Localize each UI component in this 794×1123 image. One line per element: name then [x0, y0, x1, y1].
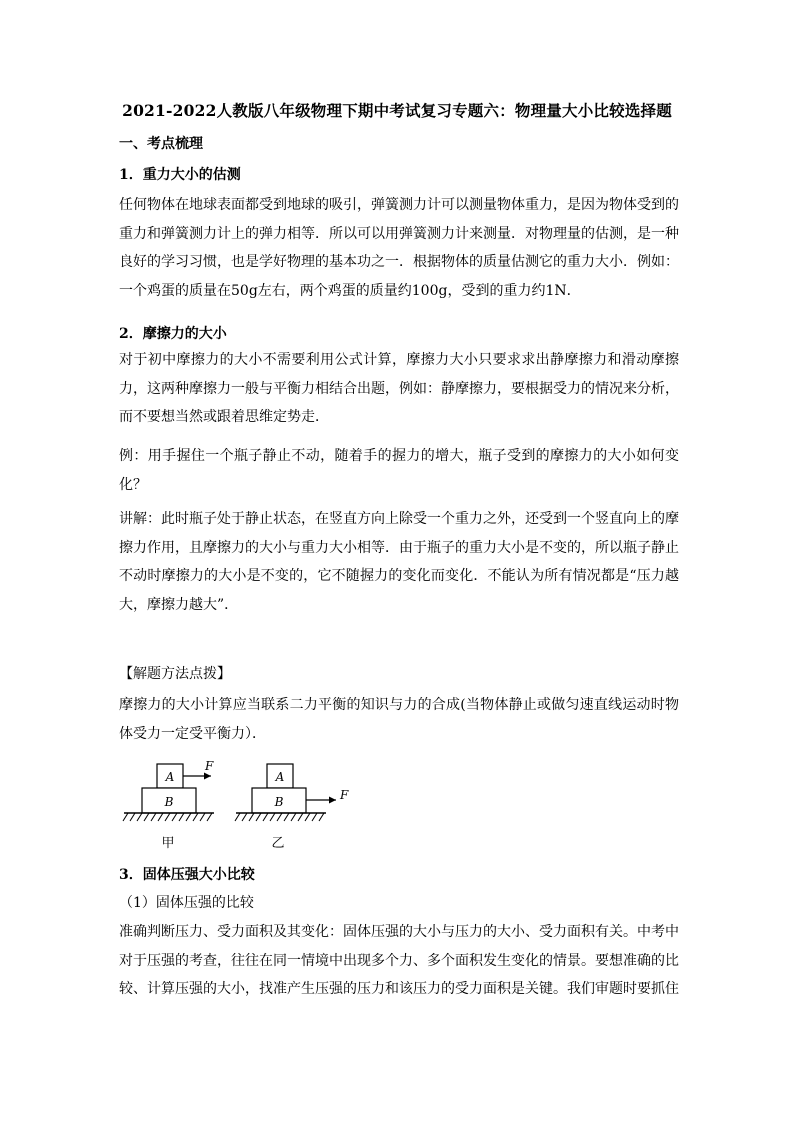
diagram-right	[235, 764, 349, 851]
paragraph-pressure: 准确判断压力、受力面积及其变化：固体压强的大小与压力的大小、受力面积有关。中考中对于压强的考查，往往在同一情境中出现多个力、多个面积发生变化的情景。要想准确的比较、计算压强的大小，找准产生压强的压力和该压力的受力面积是关键。我们审题时要抓住	[119, 924, 679, 997]
force-label-left: F	[205, 759, 214, 773]
force-label-right: F	[340, 788, 349, 802]
paragraph-tip: 摩擦力的大小计算应当联系二力平衡的知识与力的合成(当物体静止或做匀速直线运动时物体受力一定受平衡力）．	[119, 697, 679, 742]
paragraph-explanation: 讲解：此时瓶子处于静止状态，在竖直方向上除受一个重力之外，还受到一个竖直向上的摩擦力作用，且摩擦力的大小与重力大小相等．由于瓶子的重力大小是不变的，所以瓶子静止不动时摩擦力的大小是不变的，它不随握力的变化而变化．不能认为所有情况都是“压力越大，摩擦力越大”．	[119, 511, 679, 613]
paragraph-friction: 对于初中摩擦力的大小不需要利用公式计算，摩擦力大小只要求求出静摩擦力和滑动摩擦力，这两种摩擦力一般与平衡力相结合出题，例如：静摩擦力，要根据受力的情况来分析，而不要想当然或跟着思维定势走．	[119, 352, 679, 425]
paragraph-gravity: 任何物体在地球表面都受到地球的吸引，弹簧测力计可以测量物体重力，是因为物体受到的重力和弹簧测力计上的弹力相等．所以可以用弹簧测力计来测量．对物理量的估测，是一种良好的学习习惯，也是学好物理的基本功之一．根据物体的质量估测它的重力大小．例如：一个鸡蛋的质量在50g左右，两个鸡蛋的质量约100g，受到的重力约1N．	[119, 197, 679, 299]
arrowhead-left	[204, 773, 211, 780]
ground-hatch-right	[235, 813, 324, 821]
label-yi: 乙	[271, 836, 285, 851]
ground-hatch-left	[123, 813, 212, 821]
friction-diagram	[118, 755, 368, 855]
tip-heading: 【解题方法点拨】	[119, 666, 231, 682]
label-jia: 甲	[161, 836, 175, 851]
block-a-left-label: A	[165, 770, 175, 784]
arrowhead-right	[329, 797, 336, 804]
block-a-right-label: A	[275, 770, 285, 784]
page-title: 2021-2022人教版八年级物理下期中考试复习专题六：物理量大小比较选择题	[122, 101, 672, 120]
block-b-left-label: B	[164, 795, 174, 809]
subheading-gravity: 1．重力大小的估测	[119, 167, 241, 183]
block-b-right-label: B	[274, 795, 284, 809]
subheading-solid-pressure: （1）固体压强的比较	[119, 895, 254, 911]
section-heading: 一、考点梳理	[119, 136, 203, 152]
subheading-friction: 2．摩擦力的大小	[119, 326, 227, 342]
paragraph-example: 例：用手握住一个瓶子静止不动，随着手的握力的增大，瓶子受到的摩擦力的大小如何变化？	[119, 448, 679, 493]
diagram-left	[123, 759, 214, 851]
subheading-pressure: 3．固体压强大小比较	[119, 867, 255, 883]
